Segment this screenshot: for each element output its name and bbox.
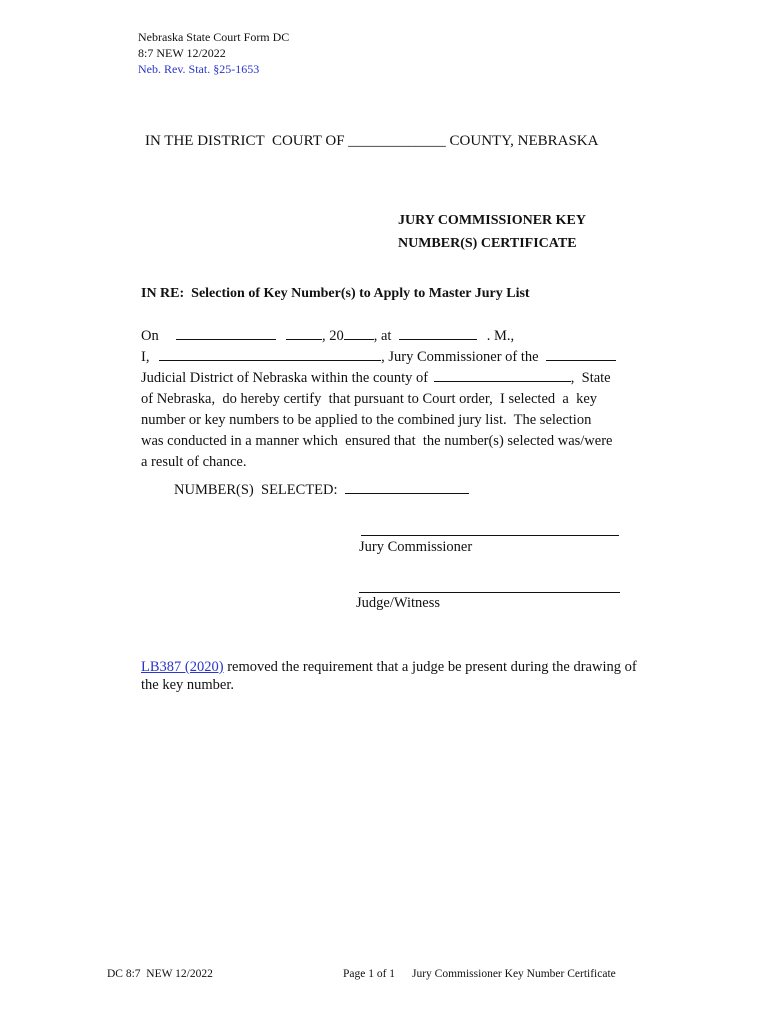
county-name-blank <box>434 368 571 382</box>
year-prefix: , 20 <box>321 328 344 344</box>
at-label: , at <box>373 328 392 344</box>
form-header-line1: Nebraska State Court Form DC <box>138 30 290 44</box>
certificate-title-line1: JURY COMMISSIONER KEY <box>398 213 587 228</box>
statute-link[interactable]: Neb. Rev. Stat. §25-1653 <box>138 62 260 76</box>
note-text: removed the requirement that a judge be present during the drawing of <box>223 659 637 675</box>
numbers-selected-label: NUMBER(S) SELECTED: <box>174 482 338 498</box>
jury-commissioner-signature-line <box>361 535 619 536</box>
body-line-7: a result of chance. <box>141 454 247 470</box>
body-line-5: number or key numbers to be applied to the combined jury list. The selection <box>141 412 592 428</box>
judicial-district-text: Judicial District of Nebraska within the county of <box>141 370 429 386</box>
date-blank <box>176 326 276 340</box>
body-line-6: was conducted in a manner which ensured that the number(s) selected was/were <box>141 433 613 449</box>
numbers-selected-row <box>174 480 469 501</box>
time-blank <box>399 326 477 340</box>
year-blank <box>344 326 374 340</box>
body-line-3 <box>141 368 611 389</box>
caption-suffix: COUNTY, NEBRASKA <box>449 133 599 149</box>
day-blank <box>286 326 322 340</box>
footer-page-number: Page 1 of 1 <box>343 968 396 980</box>
commissioner-name-blank <box>159 347 381 361</box>
lb387-link[interactable]: LB387 (2020) <box>141 659 224 675</box>
district-blank <box>546 347 616 361</box>
body-line-4: of Nebraska, do hereby certify that pursuant to Court order, I selected a key <box>141 391 598 407</box>
jury-commissioner-label: Jury Commissioner <box>359 539 473 555</box>
footer-doc-title: Jury Commissioner Key Number Certificate <box>412 968 616 980</box>
footer-form-id: DC 8:7 NEW 12/2022 <box>107 968 213 980</box>
in-re-line: IN RE: Selection of Key Number(s) to Apply to Master Jury List <box>141 286 530 301</box>
jury-commissioner-of-label: , Jury Commissioner of the <box>381 349 539 365</box>
legislative-note-line2: the key number. <box>141 677 235 693</box>
judge-witness-label: Judge/Witness <box>356 595 440 611</box>
on-label: On <box>141 328 159 344</box>
county-blank: _____________ <box>348 133 446 149</box>
court-caption <box>145 133 598 150</box>
body-line-1 <box>141 326 514 347</box>
form-header-line2: 8:7 NEW 12/2022 <box>138 46 226 60</box>
meridiem-label: . M., <box>486 328 515 344</box>
body-line-2 <box>141 347 616 368</box>
state-label: , State <box>570 370 611 386</box>
i-label: I, <box>141 349 150 365</box>
certificate-title-line2: NUMBER(S) CERTIFICATE <box>398 236 577 251</box>
numbers-selected-blank <box>345 480 469 494</box>
caption-prefix: IN THE DISTRICT COURT OF <box>145 133 345 149</box>
